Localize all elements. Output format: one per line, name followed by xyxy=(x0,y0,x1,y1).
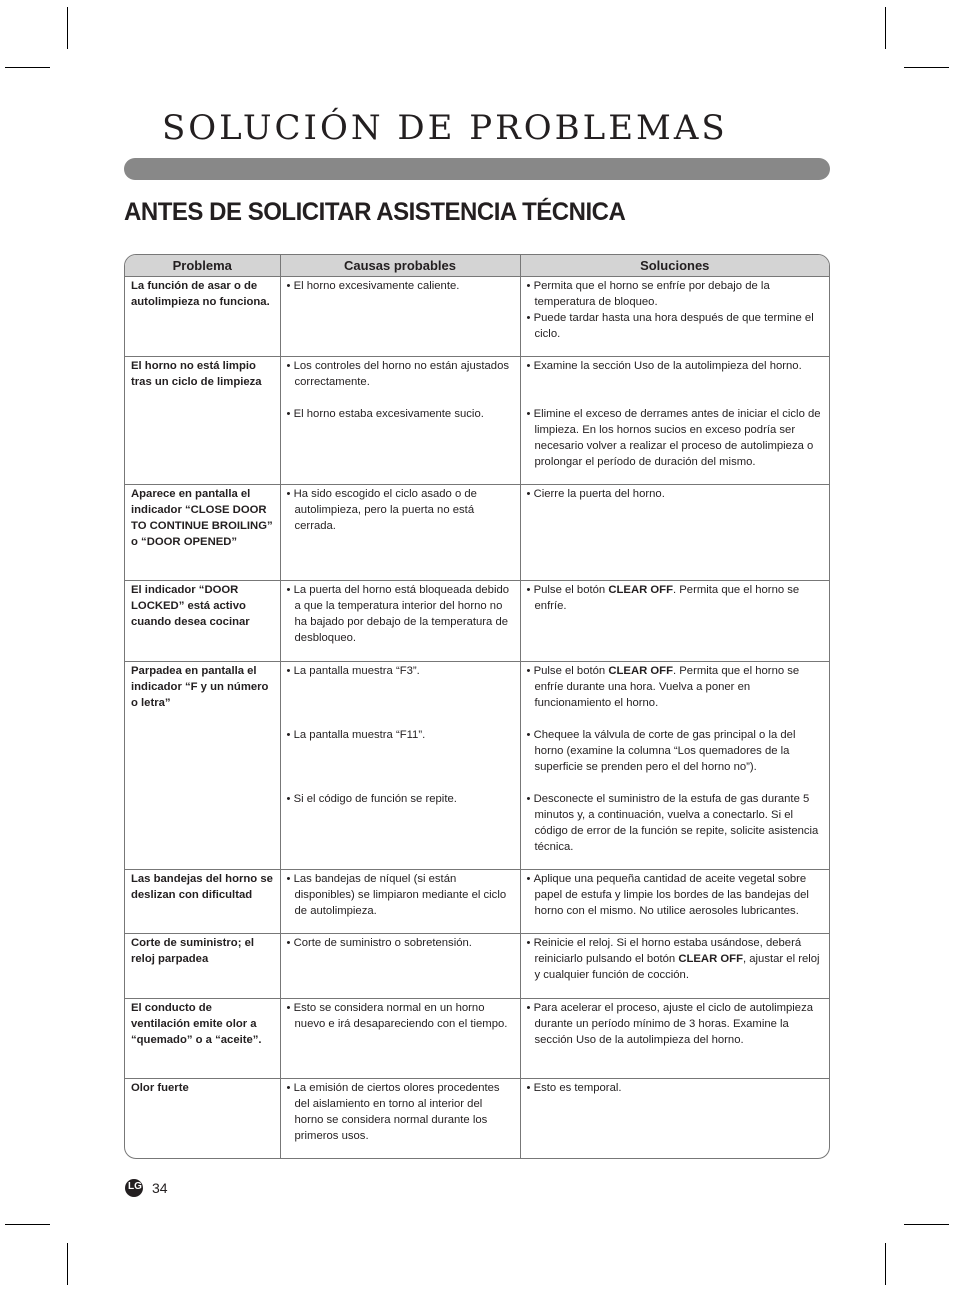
crop-mark xyxy=(67,1243,68,1285)
problem-cell: Las bandejas del horno se deslizan con dificultad xyxy=(125,870,280,934)
header-causes: Causas probables xyxy=(280,255,520,277)
problem-cell: Aparece en pantalla el indicador “CLOSE DOOR TO CONTINUE BROILING” o “DOOR OPENED” xyxy=(125,485,280,581)
table-header-row xyxy=(125,255,829,277)
problem-cell: Olor fuerte xyxy=(125,1079,280,1158)
cause-item: • La pantalla muestra “F3”. xyxy=(287,663,514,679)
cause-item: • Esto se considera normal en un horno nuevo e irá desapareciendo con el tiempo. xyxy=(287,1000,514,1032)
cause-item: • El horno estaba excesivamente sucio. xyxy=(287,406,514,422)
solution-item: • Pulse el botón CLEAR OFF. Permita que el horno se enfríe. xyxy=(527,582,824,614)
cause-item: • La puerta del horno está bloqueada debido a que la temperatura interior del horno no ha bajado por debajo de la temperatura de desbloqueo. xyxy=(287,582,514,646)
problem-cell: La función de asar o de autolimpieza no funciona. xyxy=(125,277,280,357)
cause-item: • La emisión de ciertos olores procedentes del aislamiento en torno al interior del horno se considera normal durante los primeros usos. xyxy=(287,1080,514,1144)
page-number: 34 xyxy=(152,1180,168,1196)
problem-cell: Corte de suministro; el reloj parpadea xyxy=(125,934,280,999)
header-problem: Problema xyxy=(125,255,280,277)
solution-item: • Desconecte el suministro de la estufa de gas durante 5 minutos y, a continuación, vuelva a conectarlo. Si el código de error de la función se repite, solicite asistencia técnica. xyxy=(527,791,824,855)
crop-mark xyxy=(904,67,949,68)
crop-mark xyxy=(885,7,886,49)
problem-cell: El indicador “DOOR LOCKED” está activo cuando desea cocinar xyxy=(125,581,280,662)
table-row xyxy=(125,1079,829,1158)
cause-item: • Los controles del horno no están ajustados correctamente. xyxy=(287,358,514,390)
table-row xyxy=(125,870,829,934)
solutions-cell xyxy=(520,1079,829,1158)
solution-item: • Aplique una pequeña cantidad de aceite vegetal sobre papel de estufa y limpie los bordes de las bandejas del horno con el mismo. No utilice aerosoles lubricantes. xyxy=(527,871,824,919)
causes-cell xyxy=(280,662,520,870)
table-row xyxy=(125,581,829,662)
problem-cell: El horno no está limpio tras un ciclo de limpieza xyxy=(125,357,280,485)
lg-logo-icon: LG xyxy=(125,1179,143,1197)
table-row xyxy=(125,357,829,485)
solution-item: • Cierre la puerta del horno. xyxy=(527,486,824,502)
cause-item: • El horno excesivamente caliente. xyxy=(287,278,514,294)
table-row xyxy=(125,934,829,999)
crop-mark xyxy=(904,1224,949,1225)
solution-item: • Para acelerar el proceso, ajuste el ciclo de autolimpieza durante un período mínimo de 3 horas. Examine la sección Uso de la autolimpieza del horno. xyxy=(527,1000,824,1048)
solutions-cell xyxy=(520,581,829,662)
solution-item: • Elimine el exceso de derrames antes de iniciar el ciclo de limpieza. En los hornos sucios en exceso podría ser necesario volver a realizar el proceso de autolimpieza o prolongar el período de duración del mismo. xyxy=(527,406,824,470)
crop-mark xyxy=(67,7,68,49)
solutions-cell xyxy=(520,934,829,999)
troubleshooting-table xyxy=(124,254,830,1159)
solutions-cell xyxy=(520,357,829,485)
table-row xyxy=(125,662,829,870)
cause-item: • Corte de suministro o sobretensión. xyxy=(287,935,514,951)
solution-item: • Chequee la válvula de corte de gas principal o la del horno (examine la columna “Los quemadores de la superficie se prenden pero el del horno no”). xyxy=(527,727,824,775)
solution-item: • Pulse el botón CLEAR OFF. Permita que el horno se enfríe durante una hora. Vuelva a poner en funcionamiento el horno. xyxy=(527,663,824,711)
causes-cell xyxy=(280,934,520,999)
cause-item: • Las bandejas de níquel (si están disponibles) se limpiaron mediante el ciclo de autolimpieza. xyxy=(287,871,514,919)
table-row xyxy=(125,485,829,581)
solutions-cell xyxy=(520,999,829,1079)
problem-cell: El conducto de ventilación emite olor a “quemado” o a “aceite”. xyxy=(125,999,280,1079)
page-title: SOLUCIÓN DE PROBLEMAS xyxy=(162,108,728,148)
causes-cell xyxy=(280,999,520,1079)
table-row xyxy=(125,999,829,1079)
header-solutions: Soluciones xyxy=(520,255,829,277)
solution-item: • Esto es temporal. xyxy=(527,1080,824,1096)
causes-cell xyxy=(280,485,520,581)
solutions-cell xyxy=(520,277,829,357)
problem-cell: Parpadea en pantalla el indicador “F y un número o letra” xyxy=(125,662,280,870)
solutions-cell xyxy=(520,662,829,870)
cause-item: • La pantalla muestra “F11”. xyxy=(287,727,514,743)
title-divider-bar xyxy=(124,158,830,180)
solutions-cell xyxy=(520,870,829,934)
solution-item: • Reinicie el reloj. Si el horno estaba usándose, deberá reiniciarlo pulsando el botón CLEAR OFF, ajustar el reloj y cualquier función de cocción. xyxy=(527,935,824,983)
solution-item: • Permita que el horno se enfríe por debajo de la temperatura de bloqueo. xyxy=(527,278,824,310)
solution-item: • Puede tardar hasta una hora después de que termine el ciclo. xyxy=(527,310,824,342)
causes-cell xyxy=(280,581,520,662)
cause-item: • Ha sido escogido el ciclo asado o de autolimpieza, pero la puerta no está cerrada. xyxy=(287,486,514,534)
table-row xyxy=(125,277,829,357)
section-heading: ANTES DE SOLICITAR ASISTENCIA TÉCNICA xyxy=(124,198,626,226)
crop-mark xyxy=(5,67,50,68)
solution-item: • Examine la sección Uso de la autolimpieza del horno. xyxy=(527,358,824,374)
solutions-cell xyxy=(520,485,829,581)
cause-item: • Si el código de función se repite. xyxy=(287,791,514,807)
crop-mark xyxy=(885,1243,886,1285)
causes-cell xyxy=(280,1079,520,1158)
causes-cell xyxy=(280,870,520,934)
causes-cell xyxy=(280,277,520,357)
causes-cell xyxy=(280,357,520,485)
crop-mark xyxy=(5,1224,50,1225)
